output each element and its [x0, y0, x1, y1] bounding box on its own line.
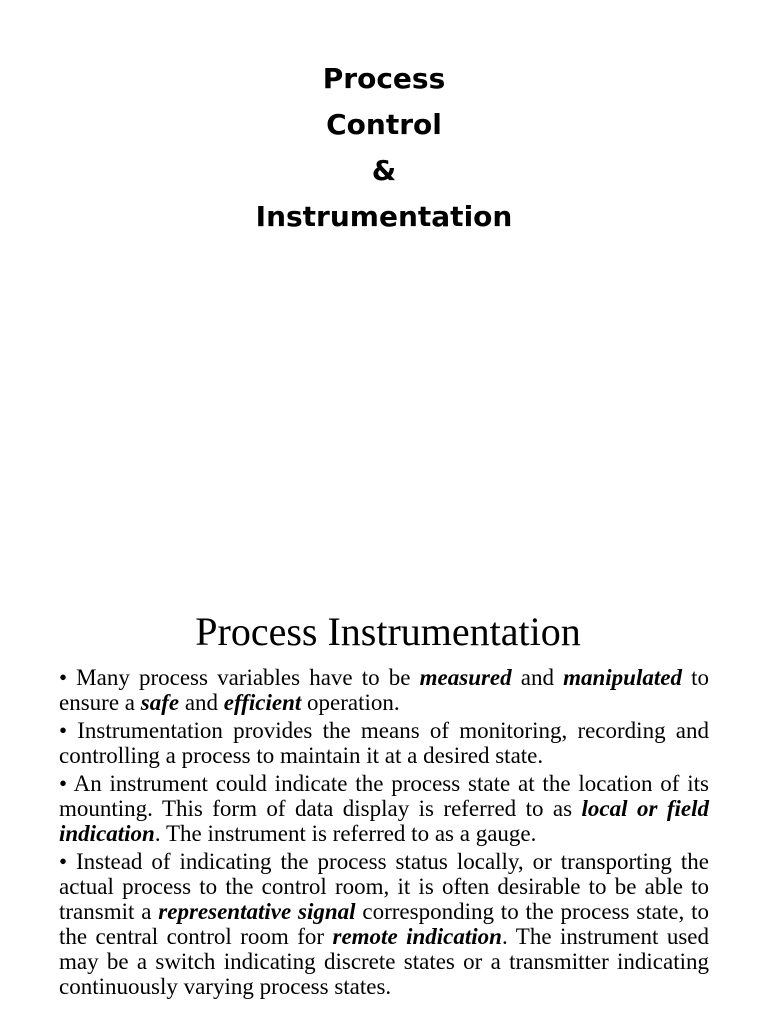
- bullet-text: corresponding to the process state, to the central control room for: [59, 899, 709, 949]
- emphasis-text: safe: [140, 690, 180, 715]
- bullet-text: . The instrument used may be a switch indicating discrete states or a transmitter indicating continuously varying process states.: [59, 924, 709, 999]
- title-line: &: [371, 154, 397, 187]
- bullet-text: and: [511, 665, 564, 690]
- bullet-text: to ensure a: [59, 665, 709, 715]
- bullet-item: [59, 665, 709, 715]
- title-line: Process: [322, 62, 446, 95]
- content-slide: [0, 605, 768, 999]
- title-slide: [0, 56, 768, 240]
- emphasis-text: remote indication: [332, 924, 502, 949]
- bullet-text: and: [179, 690, 224, 715]
- bullet-item: [59, 849, 709, 999]
- title-line: Instrumentation: [255, 200, 513, 233]
- bullet-text: • An instrument could indicate the process state at the location of its mounting. This form of data display is referred to as: [59, 771, 709, 821]
- title-line: Control: [326, 108, 442, 141]
- bullet-text: • Instrumentation provides the means of monitoring, recording and controlling a process to maintain it at a desired state.: [59, 718, 709, 768]
- emphasis-text: efficient: [223, 690, 302, 715]
- bullet-text: • Instead of indicating the process status locally, or transporting the actual process to the control room, it is often desirable to be able to transmit a: [59, 849, 709, 924]
- slide-heading: Process Instrumentation: [195, 609, 581, 654]
- bullet-list: [59, 665, 709, 1002]
- emphasis-text: measured: [419, 665, 512, 690]
- bullet-text: • Many process variables have to be: [59, 665, 420, 690]
- emphasis-text: representative signal: [158, 899, 356, 924]
- emphasis-text: local or field indication: [59, 796, 709, 846]
- bullet-item: [59, 771, 709, 846]
- emphasis-text: manipulated: [563, 665, 682, 690]
- bullet-text: operation.: [301, 690, 400, 715]
- bullet-text: . The instrument is referred to as a gauge.: [154, 821, 537, 846]
- bullet-item: [59, 718, 709, 768]
